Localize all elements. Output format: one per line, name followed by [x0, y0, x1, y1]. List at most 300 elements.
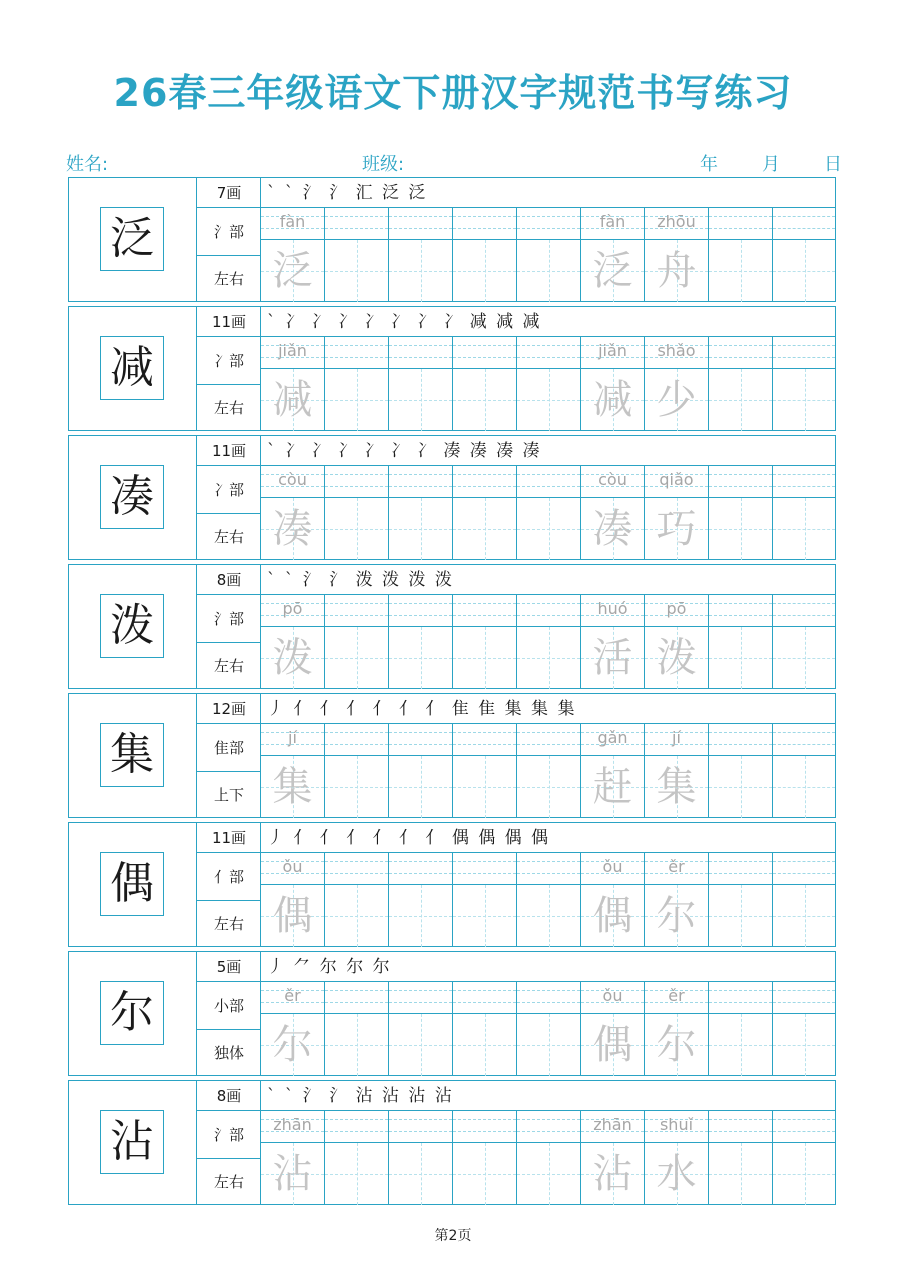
pinyin-text: pō: [282, 599, 303, 618]
practice-cell[interactable]: [709, 853, 773, 947]
pinyin-guide-line: [453, 1119, 516, 1120]
pinyin-guide-line: [453, 216, 516, 217]
trace-char: 偶: [592, 1022, 633, 1068]
pinyin-zone: [453, 595, 516, 627]
model-char: 偶: [100, 852, 164, 916]
radical: 冫部: [197, 337, 261, 385]
tian-zi-box: [517, 1014, 580, 1076]
trace-char: [325, 885, 388, 947]
pinyin-text: fàn: [279, 212, 306, 231]
tian-zi-box: [325, 756, 388, 818]
pinyin-zone: [453, 208, 516, 240]
practice-cell[interactable]: [261, 208, 325, 302]
model-char-cell: [69, 1081, 197, 1204]
model-char: 集: [100, 723, 164, 787]
pinyin-zone: [709, 208, 772, 240]
tian-zi-box: [645, 498, 708, 560]
pinyin-guide-line: [453, 486, 516, 487]
trace-char: 偶: [592, 893, 633, 939]
pinyin-guide-line: [773, 873, 835, 874]
trace-char: [773, 498, 835, 560]
trace-char: [325, 756, 388, 818]
char-info: [197, 1081, 261, 1204]
practice-cell[interactable]: [261, 1111, 325, 1205]
pinyin-zone: [261, 1111, 324, 1143]
practice-cell[interactable]: [453, 724, 517, 818]
practice-cell[interactable]: [645, 466, 709, 560]
tian-zi-box: [581, 1014, 644, 1076]
tian-zi-box: [325, 1014, 388, 1076]
practice-cell[interactable]: [453, 1111, 517, 1205]
structure: 左右: [213, 528, 244, 546]
tian-zi-box: [517, 240, 580, 302]
stroke-count: 7画: [197, 178, 261, 208]
pinyin-text: shuǐ: [659, 1115, 694, 1134]
trace-char: 泼: [656, 635, 697, 681]
pinyin-zone: [581, 982, 644, 1014]
tian-zi-box: [773, 1014, 835, 1076]
tian-zi-box: [389, 240, 452, 302]
stroke-count: 8画: [197, 1081, 261, 1111]
pinyin-text: jiǎn: [598, 341, 627, 360]
pinyin-guide-line: [773, 474, 835, 475]
month-label: 月: [762, 154, 780, 175]
pinyin-guide-line: [325, 990, 388, 991]
pinyin-guide-line: [709, 990, 772, 991]
trace-char: [709, 240, 772, 302]
pinyin-guide-line: [325, 486, 388, 487]
practice-cell[interactable]: [709, 208, 773, 302]
tian-zi-box: [389, 885, 452, 947]
trace-char: [453, 756, 516, 818]
char-info: [197, 307, 261, 430]
trace-char: [517, 627, 580, 689]
pinyin-zone: [517, 982, 580, 1014]
practice-cell[interactable]: [581, 208, 645, 302]
trace-char: [773, 1014, 835, 1076]
model-char-cell: [69, 565, 197, 688]
practice-cell[interactable]: [325, 724, 389, 818]
practice-cell[interactable]: [261, 337, 325, 431]
practice-cell[interactable]: [325, 982, 389, 1076]
pinyin-zone: [261, 853, 324, 885]
practice-cell[interactable]: [581, 1111, 645, 1205]
tian-zi-box: [517, 627, 580, 689]
pinyin-guide-line: [325, 216, 388, 217]
radical: 氵部: [197, 208, 261, 256]
practice-row: [68, 822, 836, 947]
stroke-count: 8画: [197, 565, 261, 595]
pinyin-text: zhān: [273, 1115, 312, 1134]
pinyin-guide-line: [709, 228, 772, 229]
char-info: [197, 178, 261, 301]
structure: 左右: [213, 270, 244, 288]
tian-zi-box: [581, 1143, 644, 1205]
pinyin-guide-line: [453, 603, 516, 604]
pinyin-zone: [645, 982, 708, 1014]
pinyin-text: ěr: [284, 986, 301, 1005]
pinyin-guide-line: [453, 1131, 516, 1132]
pinyin-guide-line: [517, 357, 580, 358]
tian-zi-box: [645, 1143, 708, 1205]
practice-cell[interactable]: [325, 337, 389, 431]
trace-char: [389, 369, 452, 431]
tian-zi-box: [709, 369, 772, 431]
practice-cell[interactable]: [709, 595, 773, 689]
pinyin-zone: [773, 724, 835, 756]
pinyin-text: zhān: [593, 1115, 632, 1134]
radical: 冫部: [197, 466, 261, 514]
writing-grid: [261, 853, 835, 947]
pinyin-zone: [709, 1111, 772, 1143]
pinyin-guide-line: [389, 744, 452, 745]
tian-zi-box: [389, 369, 452, 431]
pinyin-guide-line: [517, 1119, 580, 1120]
pinyin-guide-line: [389, 228, 452, 229]
stroke-order: 丿 ⺈ 尔 尔 尔: [261, 952, 835, 982]
practice-cell[interactable]: [261, 853, 325, 947]
pinyin-zone: [453, 466, 516, 498]
pinyin-zone: [645, 208, 708, 240]
trace-char: [709, 1143, 772, 1205]
practice-cell[interactable]: [773, 595, 835, 689]
pinyin-guide-line: [325, 873, 388, 874]
tian-zi-box: [261, 756, 324, 818]
pinyin-zone: [325, 337, 388, 369]
tian-zi-box: [261, 1143, 324, 1205]
model-char: 泼: [100, 594, 164, 658]
trace-char: 沾: [272, 1151, 313, 1197]
tian-zi-box: [709, 240, 772, 302]
pinyin-guide-line: [325, 861, 388, 862]
practice-cell[interactable]: [645, 724, 709, 818]
tian-zi-box: [261, 498, 324, 560]
pinyin-zone: [517, 208, 580, 240]
practice-cell[interactable]: [389, 337, 453, 431]
pinyin-guide-line: [517, 345, 580, 346]
pinyin-guide-line: [517, 603, 580, 604]
trace-char: [325, 627, 388, 689]
practice-cell[interactable]: [389, 208, 453, 302]
pinyin-guide-line: [389, 216, 452, 217]
pinyin-text: qiǎo: [659, 470, 694, 489]
model-char: 泛: [100, 207, 164, 271]
char-info: [197, 823, 261, 946]
pinyin-zone: [773, 208, 835, 240]
practice-row: [68, 564, 836, 689]
practice-cell[interactable]: [645, 208, 709, 302]
practice-cell[interactable]: [709, 724, 773, 818]
tian-zi-box: [773, 498, 835, 560]
practice-cell[interactable]: [773, 466, 835, 560]
model-char: 沾: [100, 1110, 164, 1174]
pinyin-guide-line: [453, 615, 516, 616]
pinyin-guide-line: [517, 744, 580, 745]
tian-zi-box: [709, 498, 772, 560]
pinyin-zone: [453, 337, 516, 369]
practice-cell[interactable]: [581, 982, 645, 1076]
structure: 左右: [213, 915, 244, 933]
tian-zi-box: [709, 756, 772, 818]
pinyin-guide-line: [325, 732, 388, 733]
pinyin-zone: [773, 1111, 835, 1143]
pinyin-zone: [581, 337, 644, 369]
pinyin-guide-line: [773, 486, 835, 487]
trace-char: 泼: [272, 635, 313, 681]
pinyin-zone: [389, 982, 452, 1014]
practice-cell[interactable]: [709, 337, 773, 431]
tian-zi-box: [773, 627, 835, 689]
practice-cell[interactable]: [389, 595, 453, 689]
trace-char: [773, 627, 835, 689]
practice-cell[interactable]: [773, 724, 835, 818]
practice-cell[interactable]: [709, 466, 773, 560]
practice-row: [68, 1080, 836, 1205]
trace-char: 泛: [272, 248, 313, 294]
practice-cell[interactable]: [325, 595, 389, 689]
radical: 隹部: [197, 724, 261, 772]
radical: 氵部: [197, 1111, 261, 1159]
practice-cell[interactable]: [389, 982, 453, 1076]
pinyin-zone: [581, 208, 644, 240]
pinyin-text: còu: [598, 470, 627, 489]
tian-zi-box: [645, 627, 708, 689]
tian-zi-box: [517, 369, 580, 431]
practice-row: [68, 177, 836, 302]
practice-cell[interactable]: [261, 466, 325, 560]
pinyin-zone: [389, 208, 452, 240]
pinyin-zone: [261, 595, 324, 627]
practice-cell[interactable]: [453, 337, 517, 431]
tian-zi-box: [261, 369, 324, 431]
practice-cell[interactable]: [517, 724, 581, 818]
practice-cell[interactable]: [581, 337, 645, 431]
tian-zi-box: [389, 1143, 452, 1205]
trace-char: [389, 627, 452, 689]
practice-cell[interactable]: [581, 724, 645, 818]
pinyin-guide-line: [389, 1002, 452, 1003]
practice-cell[interactable]: [517, 595, 581, 689]
trace-char: 少: [656, 377, 697, 423]
radical: 氵部: [197, 595, 261, 643]
trace-char: [517, 369, 580, 431]
tian-zi-box: [389, 1014, 452, 1076]
practice-cell[interactable]: [581, 853, 645, 947]
stroke-order: ` ` 氵 氵 泼 泼 泼 泼: [261, 565, 835, 595]
structure: 独体: [213, 1044, 244, 1062]
practice-cell[interactable]: [581, 595, 645, 689]
trace-char: [517, 498, 580, 560]
pinyin-text: gǎn: [597, 728, 628, 747]
tian-zi-box: [453, 756, 516, 818]
practice-cell[interactable]: [325, 1111, 389, 1205]
pinyin-guide-line: [709, 1002, 772, 1003]
model-char: 尔: [100, 981, 164, 1045]
pinyin-zone: [389, 466, 452, 498]
pinyin-guide-line: [389, 486, 452, 487]
practice-cell[interactable]: [517, 466, 581, 560]
pinyin-zone: [453, 982, 516, 1014]
pinyin-guide-line: [709, 357, 772, 358]
trace-char: [773, 756, 835, 818]
trace-char: [325, 369, 388, 431]
practice-cell[interactable]: [453, 466, 517, 560]
model-char-cell: [69, 823, 197, 946]
tian-zi-box: [325, 369, 388, 431]
pinyin-guide-line: [453, 345, 516, 346]
practice-cell[interactable]: [453, 982, 517, 1076]
pinyin-guide-line: [325, 603, 388, 604]
practice-cell[interactable]: [773, 1111, 835, 1205]
practice-cell[interactable]: [389, 1111, 453, 1205]
trace-char: [517, 240, 580, 302]
practice-cell[interactable]: [645, 982, 709, 1076]
pinyin-guide-line: [453, 873, 516, 874]
practice-row: [68, 435, 836, 560]
pinyin-guide-line: [709, 216, 772, 217]
practice-cell[interactable]: [773, 208, 835, 302]
pinyin-zone: [517, 853, 580, 885]
pinyin-text: ǒu: [602, 857, 623, 876]
pinyin-guide-line: [709, 873, 772, 874]
practice-cell[interactable]: [517, 853, 581, 947]
practice-cell[interactable]: [645, 1111, 709, 1205]
practice-cell[interactable]: [517, 1111, 581, 1205]
tian-zi-box: [517, 1143, 580, 1205]
practice-cell[interactable]: [325, 466, 389, 560]
stroke-order: ` 冫 冫 冫 冫 冫 冫 冫 减 减 减: [261, 307, 835, 337]
trace-char: [773, 1143, 835, 1205]
practice-cell[interactable]: [453, 853, 517, 947]
pinyin-zone: [709, 724, 772, 756]
tian-zi-box: [581, 885, 644, 947]
trace-char: [389, 885, 452, 947]
pinyin-guide-line: [773, 216, 835, 217]
trace-char: [453, 498, 516, 560]
trace-char: [325, 1143, 388, 1205]
trace-char: 集: [272, 764, 313, 810]
trace-char: [325, 1014, 388, 1076]
pinyin-zone: [645, 1111, 708, 1143]
practice-cell[interactable]: [517, 337, 581, 431]
pinyin-text: ǒu: [602, 986, 623, 1005]
pinyin-guide-line: [325, 357, 388, 358]
trace-char: [389, 240, 452, 302]
pinyin-text: ěr: [668, 857, 685, 876]
pinyin-zone: [645, 595, 708, 627]
pinyin-text: fàn: [599, 212, 626, 231]
trace-char: [453, 369, 516, 431]
trace-char: [517, 885, 580, 947]
trace-char: 活: [592, 635, 633, 681]
trace-char: [517, 1014, 580, 1076]
trace-char: [453, 885, 516, 947]
practice-cell[interactable]: [517, 208, 581, 302]
practice-cell[interactable]: [645, 595, 709, 689]
practice-cell[interactable]: [453, 208, 517, 302]
practice-cell[interactable]: [325, 208, 389, 302]
stroke-order: 丿 亻 亻 亻 亻 亻 亻 隹 隹 集 集 集: [261, 694, 835, 724]
pinyin-guide-line: [709, 744, 772, 745]
practice-cell[interactable]: [389, 853, 453, 947]
page-title: 26春三年级语文下册汉字规范书写练习: [113, 71, 793, 115]
practice-cell[interactable]: [709, 1111, 773, 1205]
pinyin-zone: [645, 466, 708, 498]
practice-cell[interactable]: [261, 724, 325, 818]
practice-cell[interactable]: [453, 595, 517, 689]
practice-cell[interactable]: [645, 337, 709, 431]
year-label: 年: [700, 154, 718, 175]
practice-cell[interactable]: [389, 466, 453, 560]
pinyin-guide-line: [773, 732, 835, 733]
name-label: 姓名:: [66, 154, 109, 175]
pinyin-guide-line: [517, 474, 580, 475]
trace-char: 水: [656, 1151, 697, 1197]
practice-cell[interactable]: [261, 595, 325, 689]
pinyin-zone: [261, 724, 324, 756]
practice-row: [68, 306, 836, 431]
practice-cell[interactable]: [581, 466, 645, 560]
practice-cell[interactable]: [709, 982, 773, 1076]
pinyin-zone: [261, 466, 324, 498]
pinyin-zone: [389, 337, 452, 369]
pinyin-guide-line: [453, 861, 516, 862]
pinyin-text: pō: [666, 599, 687, 618]
tian-zi-box: [453, 627, 516, 689]
pinyin-zone: [325, 724, 388, 756]
pinyin-zone: [453, 724, 516, 756]
pinyin-zone: [773, 337, 835, 369]
radical: 小部: [197, 982, 261, 1030]
trace-char: [517, 1143, 580, 1205]
pinyin-guide-line: [773, 1131, 835, 1132]
model-char: 凑: [100, 465, 164, 529]
practice-cell[interactable]: [517, 982, 581, 1076]
tian-zi-box: [389, 498, 452, 560]
tian-zi-box: [581, 498, 644, 560]
pinyin-zone: [709, 466, 772, 498]
practice-cell[interactable]: [773, 337, 835, 431]
trace-char: 尔: [272, 1022, 313, 1068]
pinyin-zone: [773, 595, 835, 627]
practice-cell[interactable]: [645, 853, 709, 947]
practice-cell[interactable]: [389, 724, 453, 818]
pinyin-zone: [453, 853, 516, 885]
pinyin-guide-line: [709, 615, 772, 616]
tian-zi-box: [709, 1014, 772, 1076]
pinyin-guide-line: [325, 474, 388, 475]
trace-char: [517, 756, 580, 818]
practice-cell[interactable]: [773, 853, 835, 947]
practice-cell[interactable]: [261, 982, 325, 1076]
practice-cell[interactable]: [325, 853, 389, 947]
pinyin-text: huó: [597, 599, 628, 618]
tian-zi-box: [645, 756, 708, 818]
pinyin-guide-line: [325, 744, 388, 745]
pinyin-zone: [325, 466, 388, 498]
pinyin-zone: [709, 337, 772, 369]
practice-cell[interactable]: [773, 982, 835, 1076]
trace-char: [709, 627, 772, 689]
tian-zi-box: [517, 756, 580, 818]
pinyin-text: jí: [288, 728, 297, 747]
pinyin-zone: [517, 1111, 580, 1143]
pinyin-guide-line: [453, 474, 516, 475]
tian-zi-box: [453, 369, 516, 431]
pinyin-zone: [709, 982, 772, 1014]
pinyin-guide-line: [773, 345, 835, 346]
tian-zi-box: [325, 885, 388, 947]
